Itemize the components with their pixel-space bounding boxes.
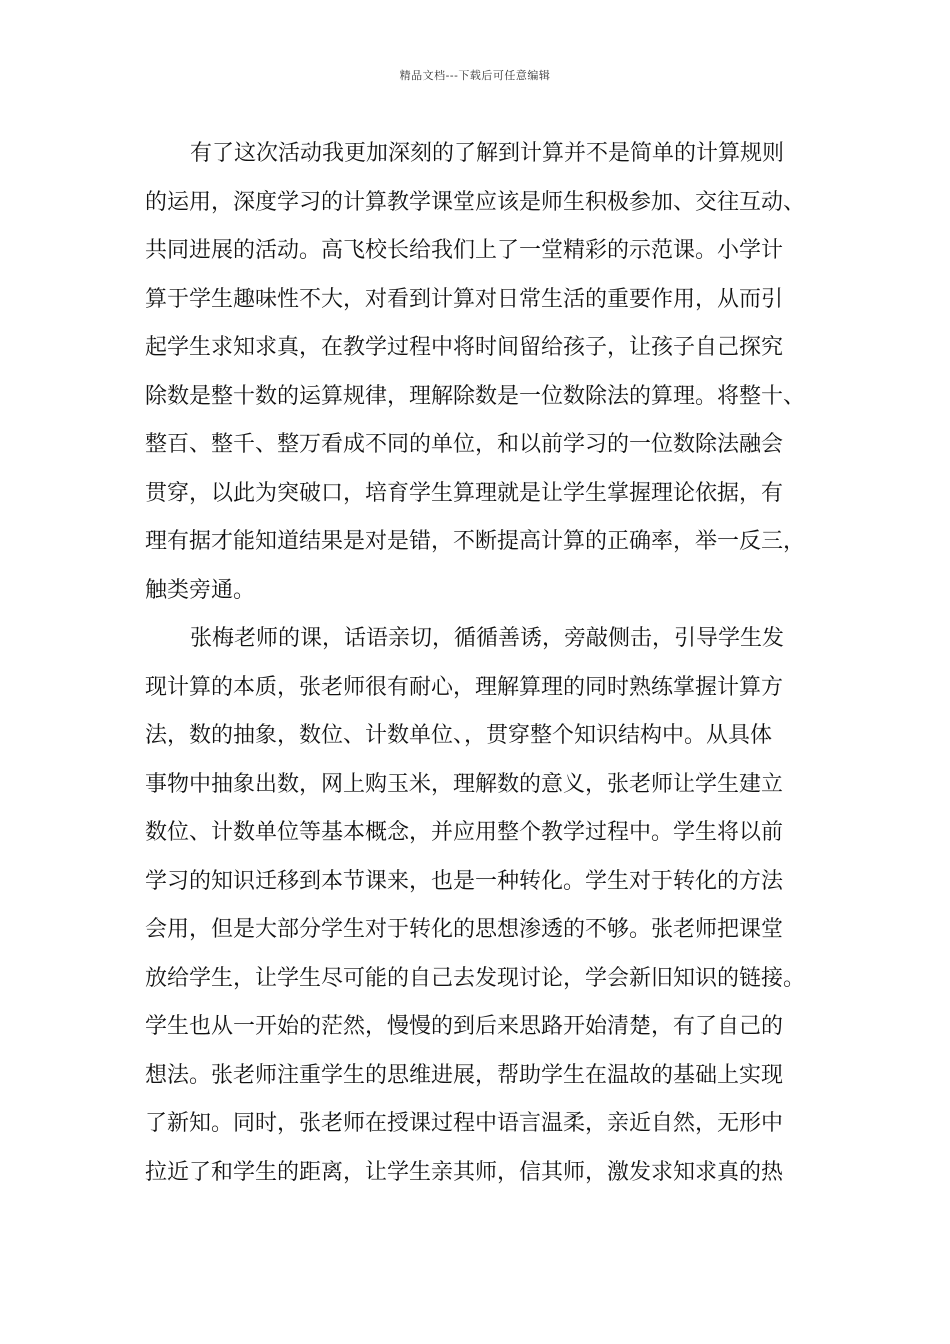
text-line: 学生也从一开始的茫然，慢慢的到后来思路开始清楚，有了自己的 (145, 1014, 784, 1039)
text-line: 张梅老师的课，话语亲切，循循善诱，旁敲侧击，引导学生发 (190, 626, 785, 651)
text-line: 起学生求知求真，在教学过程中将时间留给孩子，让孩子自己探究 (145, 335, 784, 360)
text-line: 触类旁通。 (145, 577, 256, 603)
text-line: 放给学生，让学生尽可能的自己去发现讨论，学会新旧知识的链接。 (145, 965, 806, 991)
text-line: 拉近了和学生的距离，让学生亲其师，信其师，激发求知求真的热 (145, 1159, 784, 1185)
text-line: 数位、计数单位等基本概念，并应用整个教学过程中。学生将以前 (145, 820, 784, 845)
paragraph-1 (145, 130, 820, 615)
paragraph-2 (145, 615, 820, 1197)
page-header: 精品文档---下载后可任意编辑 (399, 69, 551, 82)
text-line: 的运用，深度学习的计算教学课堂应该是师生积极参加、交往互动、 (145, 189, 806, 215)
text-line: 算于学生趣味性不大，对看到计算对日常生活的重要作用，从而引 (145, 286, 784, 312)
text-line: 事物中抽象出数，网上购玉米，理解数的意义，张老师让学生建立 (145, 771, 784, 797)
text-line: 学习的知识迁移到本节课来，也是一种转化。学生对于转化的方法 (145, 868, 784, 894)
text-line: 整百、整千、整万看成不同的单位，和以前学习的一位数除法融会 (145, 432, 784, 457)
text-line: 会用，但是大部分学生对于转化的思想渗透的不够。张老师把课堂 (145, 917, 784, 942)
document-body (145, 130, 820, 1197)
text-line: 贯穿，以此为突破口，培育学生算理就是让学生掌握理论依据，有 (145, 480, 784, 506)
text-line: 法，数的抽象，数位、计数单位、，贯穿整个知识结构中。从具体 (145, 723, 773, 748)
text-line: 想法。张老师注重学生的思维进展，帮助学生在温故的基础上实现 (145, 1062, 784, 1088)
text-line: 除数是整十数的运算规律，理解除数是一位数除法的算理。将整十、 (145, 383, 806, 409)
text-line: 理有据才能知道结果是对是错，不断提高计算的正确率，举一反三， (145, 529, 806, 554)
text-line: 有了这次活动我更加深刻的了解到计算并不是简单的计算规则 (190, 141, 785, 166)
text-line: 共同进展的活动。高飞校长给我们上了一堂精彩的示范课。小学计 (145, 238, 784, 263)
text-line: 了新知。同时，张老师在授课过程中语言温柔，亲近自然，无形中 (145, 1111, 784, 1136)
text-line: 现计算的本质，张老师很有耐心，理解算理的同时熟练掌握计算方 (145, 674, 784, 700)
